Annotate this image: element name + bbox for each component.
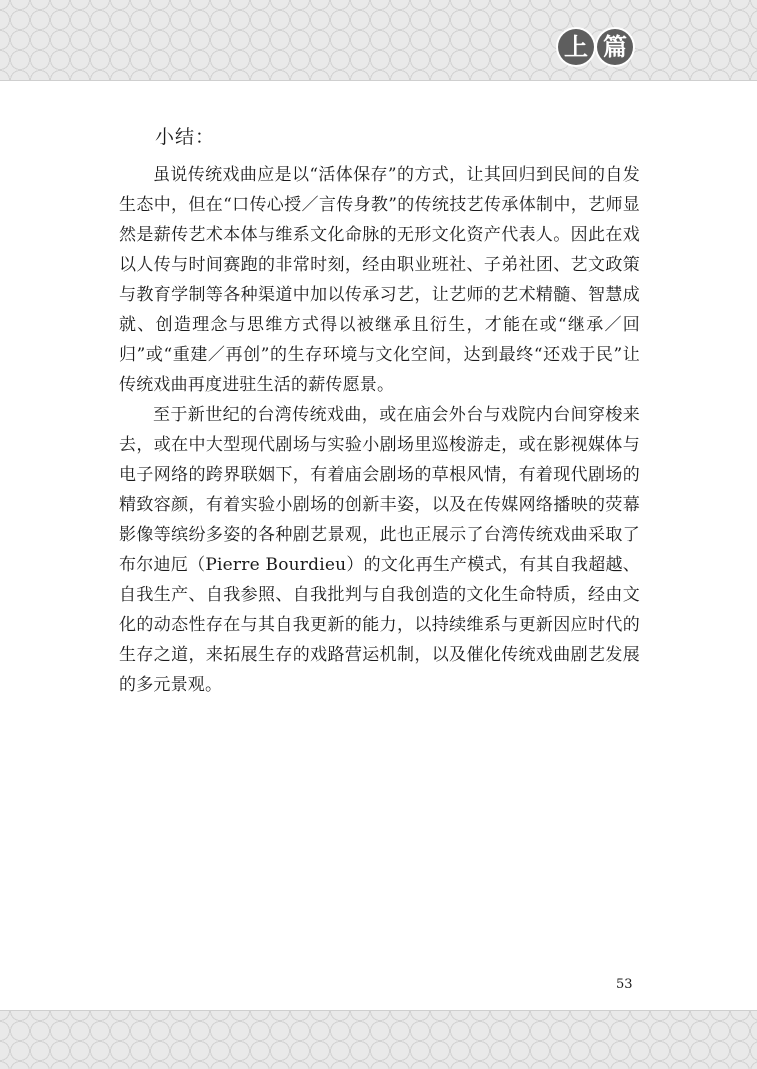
section-badge-char-2: 篇 [597, 29, 633, 65]
header-pattern-band [0, 0, 757, 81]
section-badge [558, 29, 633, 65]
page-number: 53 [616, 977, 633, 992]
section-badge-char-1: 上 [558, 29, 594, 65]
section-heading: 小结： [155, 126, 216, 148]
body-text [119, 160, 640, 700]
paragraph: 至于新世纪的台湾传统戏曲，或在庙会外台与戏院内台间穿梭来去，或在中大型现代剧场与实验小剧场里巡梭游走，或在影视媒体与电子网络的跨界联姻下，有着庙会剧场的草根风情，有着现代剧场的精致容颜，有着实验小剧场的创新丰姿，以及在传媒网络播映的荧幕影像等缤纷多姿的各种剧艺景观，此也正展示了台湾传统戏曲采取了布尔迪厄（Pierre Bourdieu）的文化再生产模式，有其自我超越、自我生产、自我参照、自我批判与自我创造的文化生命特质，经由文化的动态性存在与其自我更新的能力，以持续维系与更新因应时代的生存之道，来拓展生存的戏路营运机制，以及催化传统戏曲剧艺发展的多元景观。 [119, 405, 640, 695]
paragraph: 虽说传统戏曲应是以“活体保存”的方式，让其回归到民间的自发生态中，但在“口传心授／言传身教”的传统技艺传承体制中，艺师显然是薪传艺术本体与维系文化命脉的无形文化资产代表人。因此在戏以人传与时间赛跑的非常时刻，经由职业班社、子弟社团、艺文政策与教育学制等各种渠道中加以传承习艺，让艺师的艺术精髓、智慧成就、创造理念与思维方式得以被继承且衍生，才能在或“继承／回归”或“重建／再创”的生存环境与文化空间，达到最终“还戏于民”让传统戏曲再度进驻生活的薪传愿景。 [119, 165, 640, 395]
footer-pattern-band [0, 1010, 757, 1069]
